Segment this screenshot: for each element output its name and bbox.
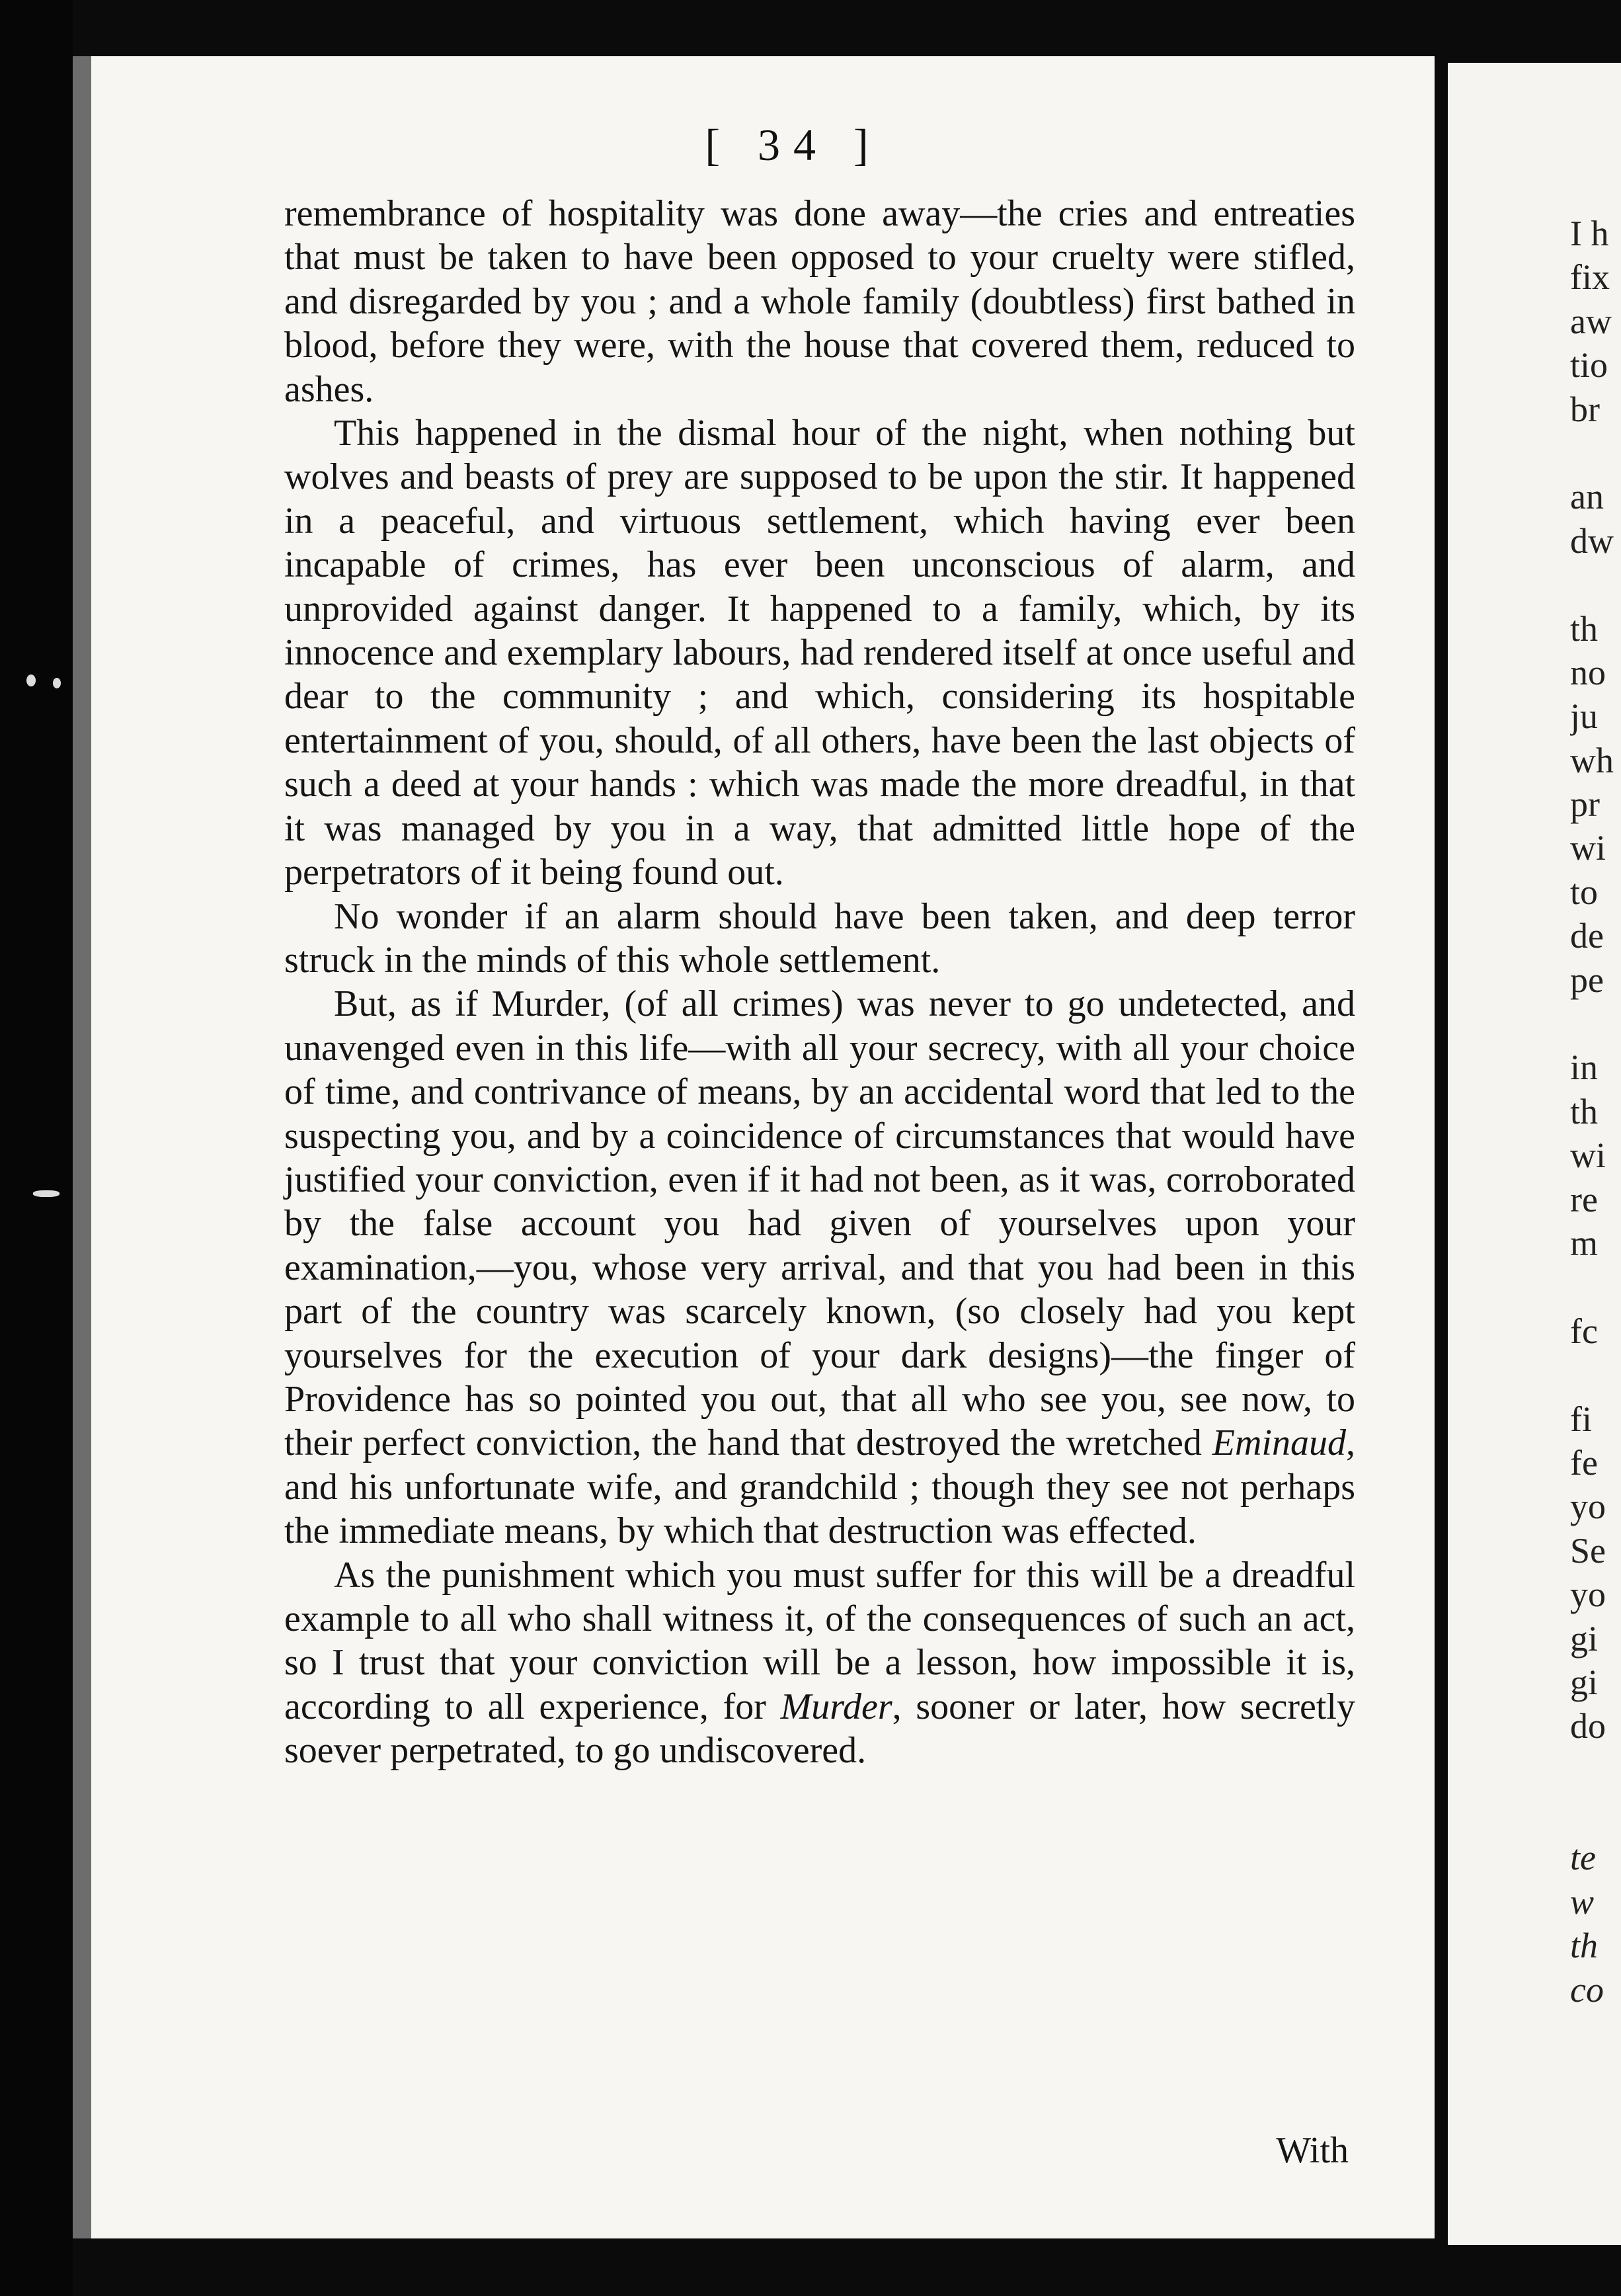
facing-page-line <box>1570 1265 1621 1309</box>
paragraph-3: No wonder if an alarm should have been taken, and deep terror struck in the minds of this whole settlement. <box>284 895 1355 981</box>
paragraph-4-name: Eminaud <box>1212 1422 1346 1464</box>
paragraph-5 <box>284 1553 1355 1773</box>
facing-page-line: th <box>1570 1926 1599 1966</box>
facing-page-line: do <box>1570 1706 1606 1746</box>
facing-page-line <box>1570 1792 1621 1836</box>
facing-page-line: th <box>1570 1091 1599 1131</box>
facing-page-line: th <box>1570 608 1599 649</box>
facing-page-line <box>1570 1748 1621 1792</box>
facing-page-text <box>1570 212 1621 2012</box>
facing-page-line: br <box>1570 389 1600 429</box>
paragraph-4-text-start: But, as if Murder, (of all crimes) was never to go undetected, and unavenged even in this life—with all your secrecy, with all your choice of time, and contrivance of means, by an accidental word that led to the suspecting you, and by a coincidence of circumstances that would have justified your conviction, even if it had not been, as it was, corroborated by the false account you had given of yourselves upon your examination,—you, whose very arrival, and that you had been in this part of the country was scarcely known, (so closely had you kept yourselves for the execution of your dark designs)—the finger of Providence has so pointed you out, that all who see you, see now, to their perfect conviction, the hand that destroyed the wretched <box>284 983 1355 1464</box>
scan-speck <box>53 678 61 688</box>
facing-page-line: m <box>1570 1223 1599 1263</box>
facing-page-line: aw <box>1570 301 1612 341</box>
paragraph-5-emphasis: Murder <box>780 1686 892 1727</box>
facing-page-line: te <box>1570 1838 1596 1878</box>
facing-page-line: fix <box>1570 257 1610 298</box>
page-body <box>284 192 1355 1773</box>
facing-page-line: dw <box>1570 520 1614 561</box>
facing-page-line: I h <box>1570 214 1609 253</box>
facing-page-line: fc <box>1570 1311 1598 1351</box>
facing-page-line: co <box>1570 1969 1604 2010</box>
facing-page-line: pe <box>1570 960 1604 1000</box>
facing-page-line: to <box>1570 872 1599 912</box>
facing-page-line: wh <box>1570 740 1614 780</box>
catchword: With <box>1276 2130 1349 2171</box>
facing-page-line: no <box>1570 652 1606 692</box>
facing-page-line: gi <box>1570 1662 1599 1702</box>
facing-page-line: yo <box>1570 1487 1606 1527</box>
facing-page-line: wi <box>1570 1135 1606 1176</box>
facing-page-line: yo <box>1570 1575 1606 1615</box>
page-number: [ 34 ] <box>705 120 882 170</box>
facing-page-line: gi <box>1570 1618 1599 1659</box>
scan-speck <box>33 1190 59 1197</box>
facing-page-line: pr <box>1570 784 1600 825</box>
scan-background <box>0 0 73 2296</box>
facing-page-line <box>1570 1353 1621 1397</box>
facing-page-line: an <box>1570 477 1604 517</box>
facing-page-line <box>1570 431 1621 475</box>
paragraph-1: remembrance of hospitality was done away—the cries and entreaties that must be taken to have been opposed to your cruelty were stifled, and disregarded by you ; and a whole family (doubtless) first bathed in blood, before they were, with the house that covered them, reduced to ashes. <box>284 193 1355 410</box>
paragraph-5-text-end: , sooner or later, how secretly soever perpetrated, to go undiscovered. <box>284 1686 1355 1772</box>
facing-page-line: fe <box>1570 1442 1598 1483</box>
facing-page-line: re <box>1570 1179 1598 1219</box>
facing-page-line: w <box>1570 1881 1595 1922</box>
facing-page-line: tio <box>1570 345 1608 386</box>
paragraph-5-text-start: As the punishment which you must suffer for this will be a dreadful example to all who shall witness it, of the consequences of such an act, so I trust that your conviction will be a lesson, how impossible it is, according to all experience, for <box>284 1554 1355 1727</box>
facing-page-line: wi <box>1570 828 1606 868</box>
paragraph-2: This happened in the dismal hour of the night, when nothing but wolves and beasts of prey are supposed to be upon the stir. It happened in a peaceful, and virtuous settlement, which having ever been incapable of crimes, has ever been unconscious of alarm, and unprovided against danger. It happened to a family, which, by its innocence and exemplary labours, had rendered itself at once useful and dear to the community ; and which, considering its hospitable entertainment of you, should, of all others, have been the last objects of such a deed at your hands : which was made the more dreadful, in that it was managed by you in a way, that admitted little hope of the perpetrators of it being found out. <box>284 413 1355 893</box>
paragraph-4 <box>284 982 1355 1553</box>
facing-page-line: Se <box>1570 1530 1606 1571</box>
scan-speck <box>26 675 36 686</box>
facing-page-line: de <box>1570 916 1604 956</box>
facing-page-line <box>1570 1002 1621 1046</box>
facing-page-line <box>1570 563 1621 606</box>
paragraph-4-text-end: , and his unfortunate wife, and grandchild ; though they see not perhaps the immediate means, by which that destruction was effected. <box>284 1422 1355 1552</box>
facing-page-line: ju <box>1570 696 1599 737</box>
facing-page-line: in <box>1570 1047 1599 1088</box>
facing-page-line: fi <box>1570 1399 1592 1439</box>
